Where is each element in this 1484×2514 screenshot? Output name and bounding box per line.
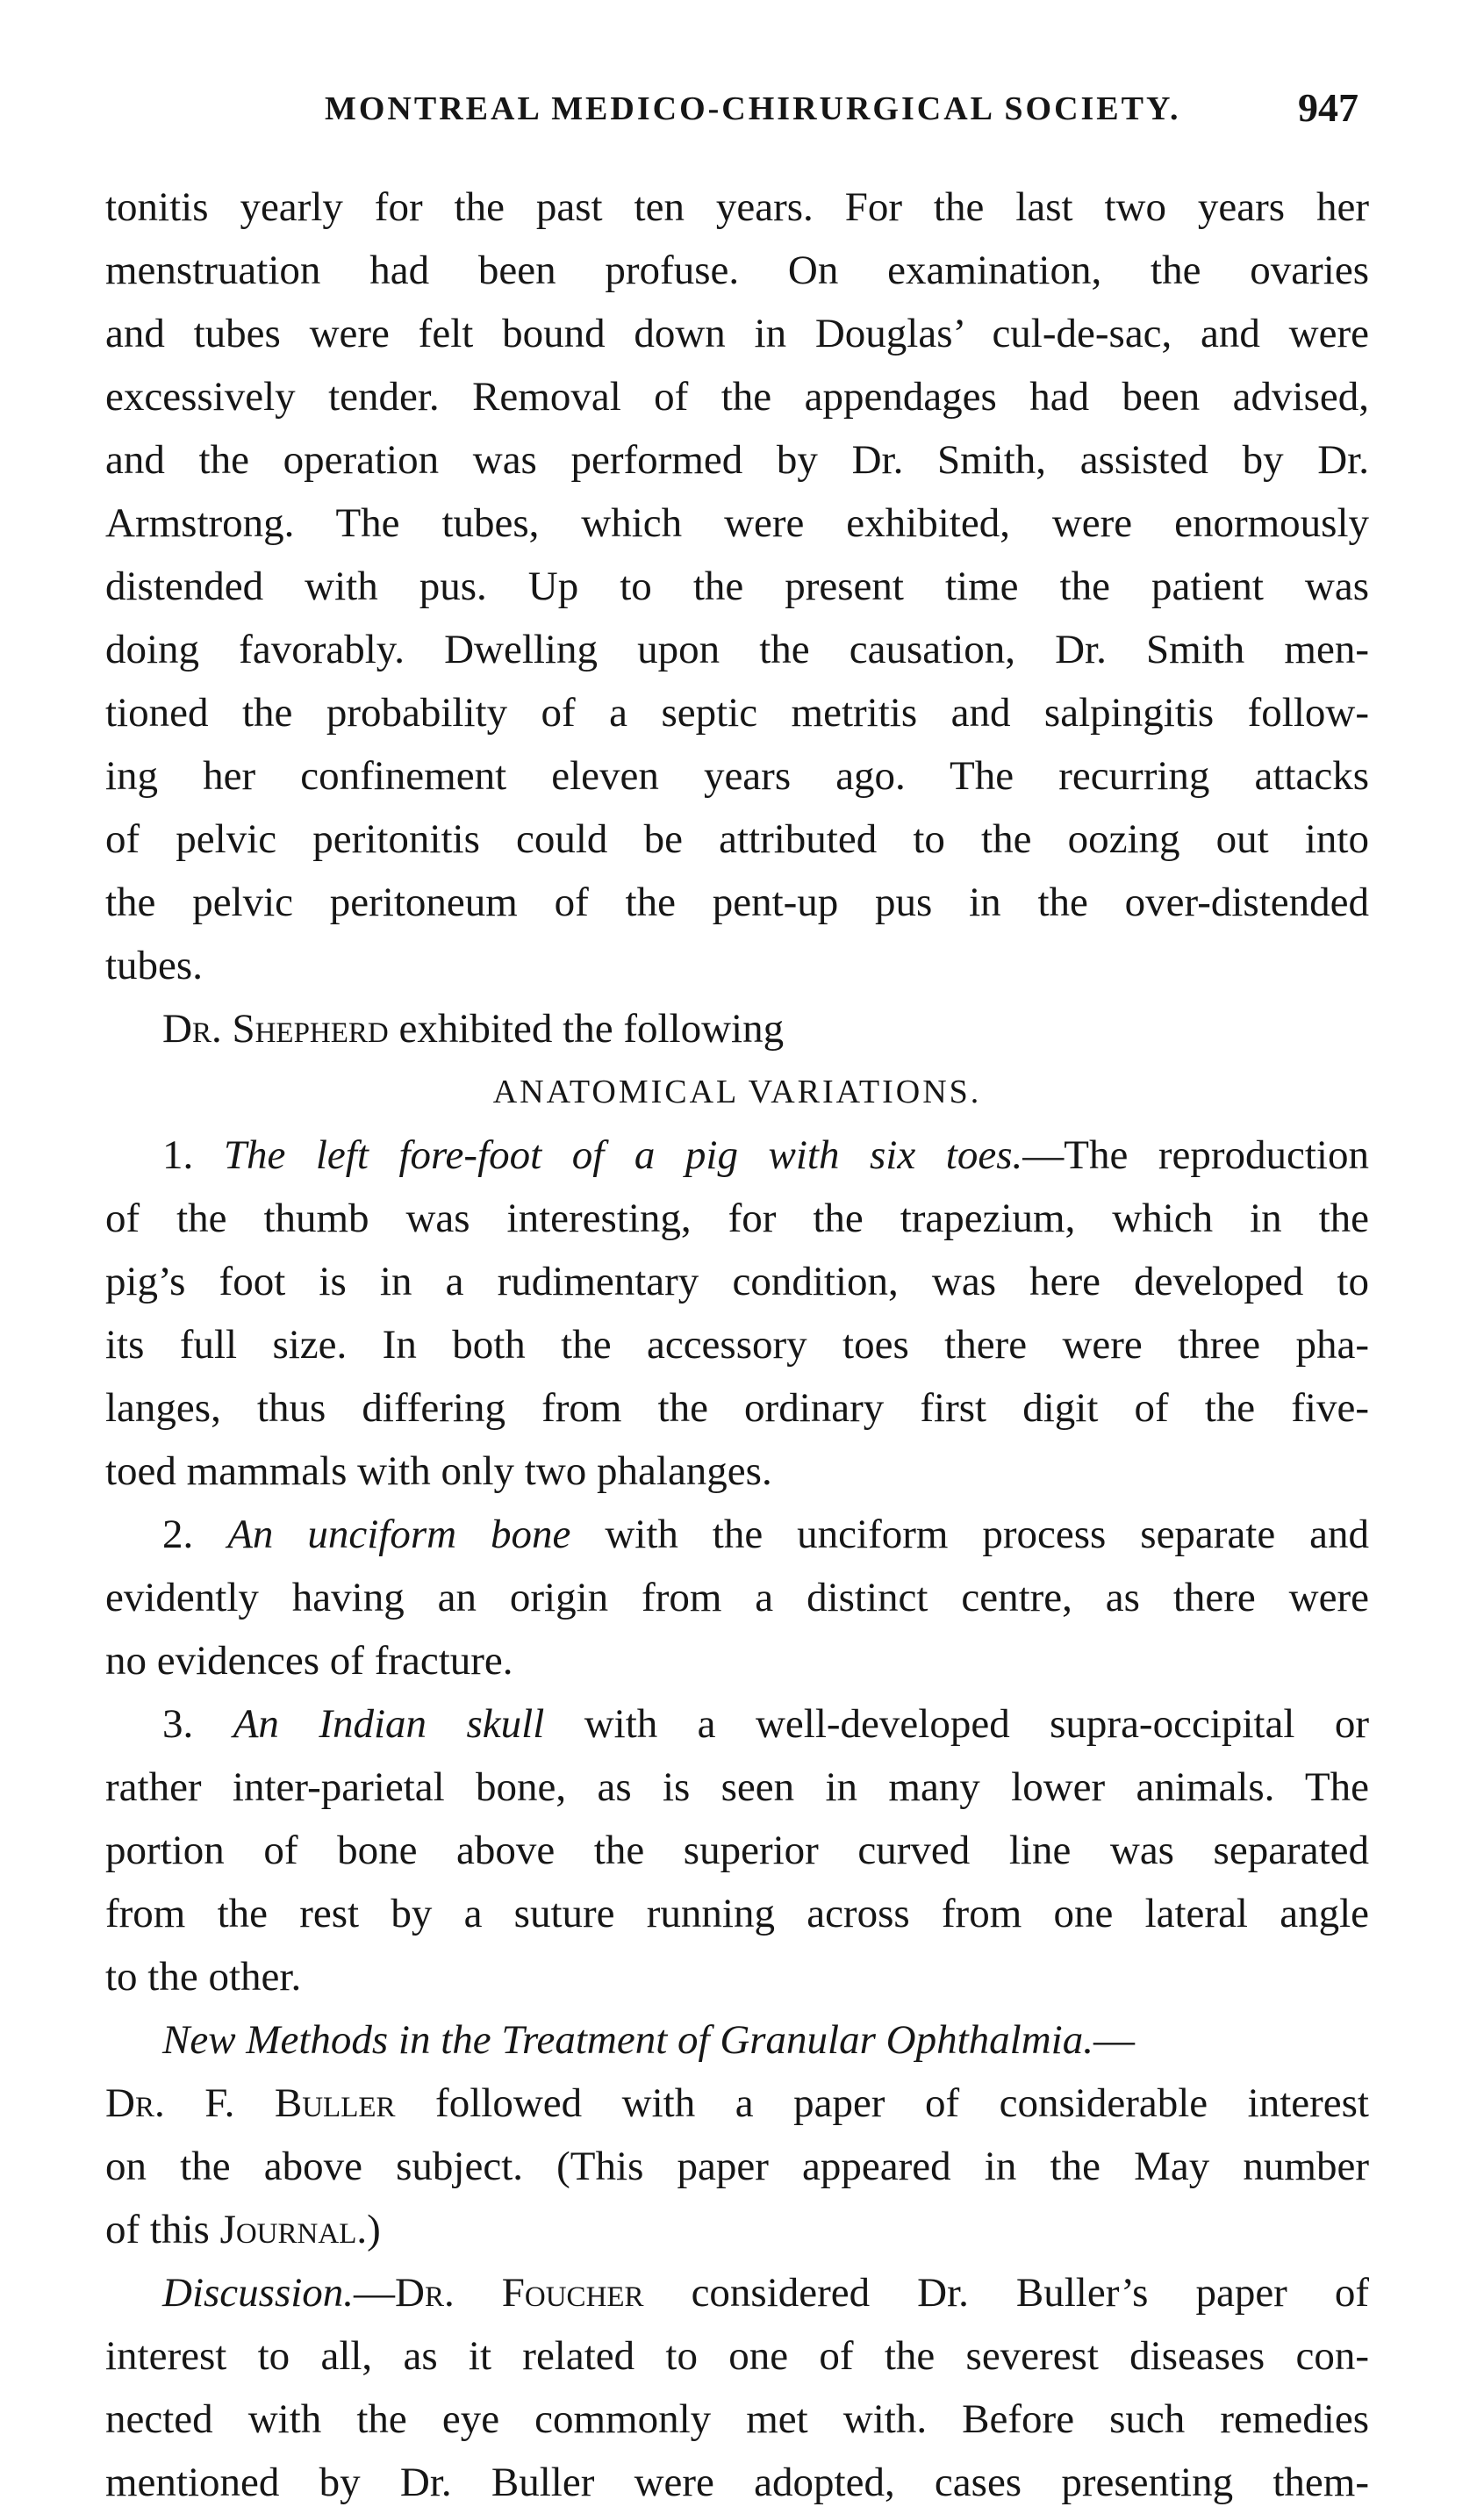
item-title: The left fore-foot of a pig with six toes. <box>223 1132 1023 1178</box>
page-header <box>105 84 1369 137</box>
speaker-name: Dr. Foucher <box>395 2270 644 2316</box>
text-span: exhibited the following <box>388 1006 785 1052</box>
subsection-title <box>105 2008 1369 2072</box>
text-line: and tubes were felt bound down in Douglas’ cul-de-sac, and were <box>105 311 1369 356</box>
text-line: of pelvic peritonitis could be attributed to the oozing out into <box>105 816 1369 862</box>
text-line: interest to all, as it related to one of the severest diseases con- <box>105 2333 1369 2379</box>
text-line: excessively tender. Removal of the appendages had been advised, <box>105 374 1369 420</box>
speaker-name: Dr. Shepherd <box>162 1006 389 1052</box>
section-heading: ANATOMICAL VARIATIONS. <box>492 1074 982 1110</box>
list-number: 2. <box>162 1512 228 1557</box>
text-line: and the operation was performed by Dr. Smith, assisted by Dr. <box>105 437 1369 483</box>
discussion-paragraph <box>105 2261 1369 2324</box>
text-span: with a well-developed supra-occipital or <box>544 1701 1369 1747</box>
running-head: MONTREAL MEDICO-CHIRURGICAL SOCIETY. <box>325 90 1181 127</box>
text-line: the pelvic peritoneum of the pent-up pus in the over-distended <box>105 880 1369 925</box>
list-number: 1. <box>162 1132 224 1178</box>
text-line: Armstrong. The tubes, which were exhibited, were enormously <box>105 500 1369 546</box>
paragraph-shepherd-intro <box>105 997 1369 1060</box>
list-item-1 <box>105 1124 1369 1187</box>
item-title: An Indian skull <box>233 1701 545 1747</box>
text-line: toed mammals with only two phalanges. <box>105 1448 772 1494</box>
text-line: distended with pus. Up to the present time the patient was <box>105 564 1369 609</box>
list-item-3 <box>105 1692 1369 1756</box>
discussion-label: Discussion. <box>162 2270 355 2316</box>
text-line: tioned the probability of a septic metritis and salpingitis follow- <box>105 690 1369 736</box>
text-line: tonitis yearly for the past ten years. For the last two years her <box>105 184 1369 230</box>
list-number: 3. <box>162 1701 233 1747</box>
text-span: — <box>1093 2017 1135 2063</box>
text-line: pig’s foot is in a rudimentary condition, was here developed to <box>105 1259 1369 1304</box>
text-span: with the unciform process separate and <box>570 1512 1369 1557</box>
text-span: followed with a paper of considerable interest <box>395 2080 1369 2126</box>
text-line: tubes. <box>105 943 203 988</box>
subsection-title-text: New Methods in the Treatment of Granular Ophthalmia. <box>162 2017 1093 2063</box>
text-line: evidently having an origin from a distinct centre, as there were <box>105 1575 1369 1620</box>
list-item-2 <box>105 1503 1369 1566</box>
journal-name: Journal <box>219 2207 357 2252</box>
body-text <box>105 176 1369 2514</box>
text-line <box>105 2072 1369 2135</box>
text-line: no evidences of fracture. <box>105 1638 513 1684</box>
text-line: doing favorably. Dwelling upon the causation, Dr. Smith men- <box>105 627 1369 672</box>
text-line: rather inter-parietal bone, as is seen in many lower animals. The <box>105 1764 1369 1810</box>
text-line: ing her confinement eleven years ago. The recurring attacks <box>105 753 1369 799</box>
text-line: on the above subject. (This paper appeared in the May number <box>105 2144 1369 2189</box>
text-span: .) <box>356 2207 381 2252</box>
item-title: An unciform bone <box>227 1512 571 1557</box>
text-line: nected with the eye commonly met with. Before such remedies <box>105 2396 1369 2442</box>
text-line: langes, thus differing from the ordinary first digit of the five- <box>105 1385 1369 1431</box>
text-line: mentioned by Dr. Buller were adopted, cases presenting them- <box>105 2460 1369 2505</box>
text-span: considered Dr. Buller’s paper of <box>643 2270 1369 2316</box>
text-span: —The reproduction <box>1022 1132 1369 1178</box>
text-line: its full size. In both the accessory toes there were three pha- <box>105 1322 1369 1368</box>
speaker-name: Dr. F. Buller <box>105 2080 396 2126</box>
text-line: of the thumb was interesting, for the trapezium, which in the <box>105 1196 1369 1241</box>
text-line: portion of bone above the superior curved line was separated <box>105 1828 1369 1873</box>
text-line: to the other. <box>105 1954 302 2000</box>
page-number: 947 <box>1298 85 1359 130</box>
text-line: menstruation had been profuse. On examination, the ovaries <box>105 248 1369 293</box>
text-span: of this <box>105 2207 220 2252</box>
text-line <box>105 2198 1369 2261</box>
text-line: from the rest by a suture running across from one lateral angle <box>105 1891 1369 1936</box>
text-span: — <box>354 2270 396 2316</box>
